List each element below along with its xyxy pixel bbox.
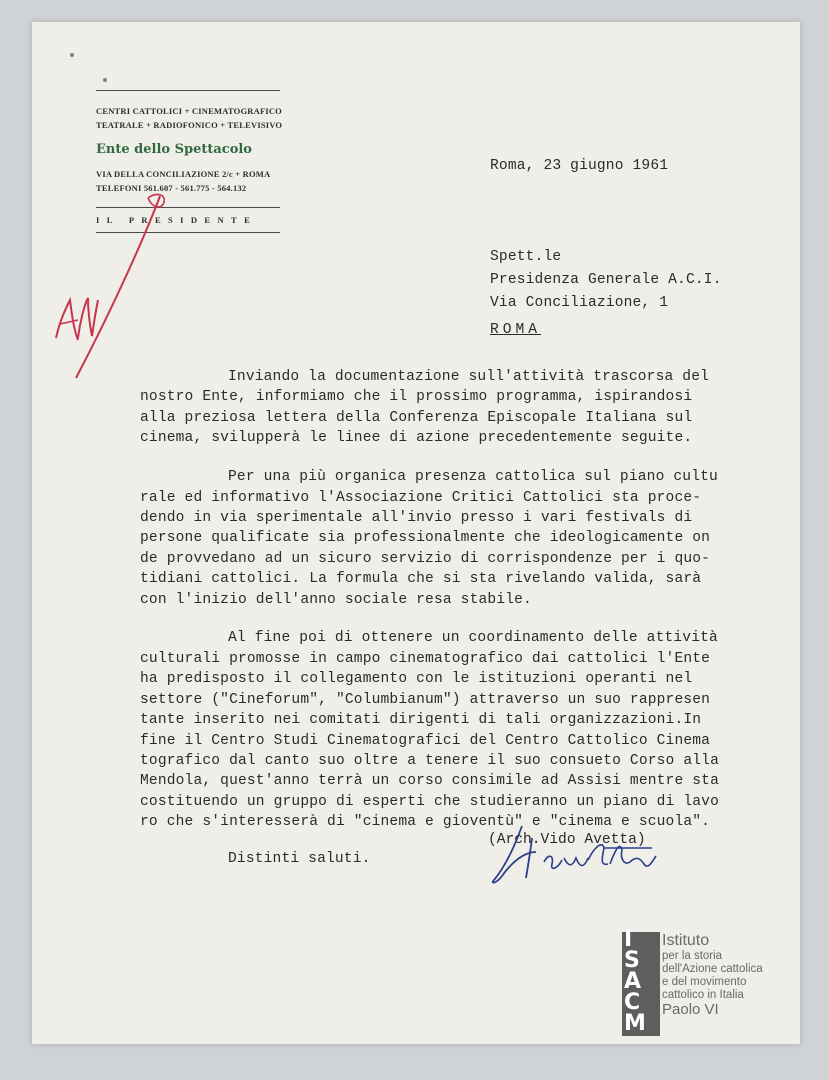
logo-initials: [624, 929, 646, 1034]
body-line: ha predisposto il collegamento con le istituzioni operanti nel: [140, 671, 693, 688]
logo-line: e del movimento: [662, 976, 747, 988]
logo-initial: M: [624, 1011, 646, 1036]
logo-block: [622, 927, 660, 1036]
letterhead-address: VIA DELLA CONCILIAZIONE 2/c + ROMA: [96, 169, 271, 179]
body-line: dendo in via sperimentale all'invio presso i vari festivals di: [140, 509, 693, 526]
logo-initial: A: [624, 969, 642, 994]
letter-date: Roma, 23 giugno 1961: [490, 158, 669, 174]
recipient-line2: Via Conciliazione, 1: [490, 295, 669, 311]
recipient-line1: Presidenza Generale A.C.I.: [490, 272, 722, 288]
letterhead-line2: TEATRALE + RADIOFONICO + TELEVISIVO: [96, 120, 283, 130]
logo-initial: I: [624, 927, 633, 952]
recipient-salutation: Spett.le: [490, 249, 562, 265]
body-line: alla preziosa lettera della Conferenza Episcopale Italiana sul: [140, 409, 693, 426]
handwritten-signature: [484, 818, 684, 898]
red-handwritten-mark: [48, 188, 178, 388]
staple-mark: [103, 78, 107, 82]
body-line: con l'inizio dell'anno sociale resa stabile.: [140, 591, 532, 608]
letterhead-org-name: Ente dello Spettacolo: [96, 142, 252, 157]
logo-line: Istituto: [662, 932, 710, 949]
body-line: ro che s'interesserà di "cinema e gioventù" e "cinema e scuola".: [140, 814, 711, 831]
body-line: tidiani cattolici. La formula che si sta rivelando valida, sarà: [140, 571, 702, 588]
logo-initial: C: [624, 990, 641, 1015]
letterhead-phones: TELEFONI 561.607 - 561.775 - 564.132: [96, 183, 247, 193]
letterhead-line1: CENTRI CATTOLICI + CINEMATOGRAFICO: [96, 106, 282, 116]
body-line: fine il Centro Studi Cinematografici del Centro Cattolico Cinema: [140, 732, 711, 749]
closing: Distinti saluti.: [228, 851, 371, 868]
body-line: persone qualificate sia professionalmente che ideologicamente on: [140, 530, 711, 547]
letterhead-role: IL PRESIDENTE: [96, 215, 258, 225]
archive-logo: [622, 927, 772, 1036]
letterhead-rule: [96, 90, 280, 91]
signature-block: [488, 832, 646, 848]
body-line: Al fine poi di ottenere un coordinamento delle attività: [228, 630, 718, 647]
body-line: tografico dal canto suo oltre a tenere il suo consueto Corso alla: [140, 752, 719, 769]
body-line: rale ed informativo l'Associazione Critici Cattolici sta proce-: [140, 489, 702, 506]
logo-line: Paolo VI: [662, 1001, 719, 1018]
staple-mark: [70, 53, 74, 57]
body-line: Per una più organica presenza cattolica sul piano cultu: [228, 469, 718, 486]
logo-text: [662, 932, 763, 1018]
body-line: nostro Ente, informiamo che il prossimo programma, ispirandosi: [140, 389, 693, 406]
paragraph: [140, 367, 719, 449]
body-line: settore ("Cineforum", "Columbianum") attraverso un suo rappresen: [140, 691, 711, 708]
paragraph: [140, 628, 719, 832]
logo-line: dell'Azione cattolica: [662, 963, 763, 975]
logo-initial: S: [624, 948, 640, 973]
paragraph: [140, 467, 719, 610]
body-line: de provvedano ad un sicuro servizio di corrispondenze per i quo-: [140, 550, 711, 567]
body-line: tante inserito nei comitati dirigenti di tali organizzazioni.In: [140, 712, 702, 729]
signature-name: (Arch.Vido Avetta): [488, 832, 646, 848]
body-line: costituendo un gruppo di esperti che studieranno un piano di lavo: [140, 793, 719, 810]
logo-line: cattolico in Italia: [662, 989, 744, 1001]
letter-body: [140, 367, 719, 867]
logo-line: per la storia: [662, 950, 723, 962]
body-line: cinema, svilupperà le linee di azione precedentemente seguite.: [140, 430, 693, 447]
body-line: Inviando la documentazione sull'attività trascorsa del: [228, 369, 710, 385]
body-line: culturali promosse in campo cinematografico dai cattolici l'Ente: [140, 650, 711, 667]
recipient-city: ROMA: [490, 322, 542, 338]
recipient-block: [490, 246, 722, 342]
body-line: Mendola, quest'anno terrà un corso consimile ad Assisi mentre sta: [140, 773, 719, 790]
